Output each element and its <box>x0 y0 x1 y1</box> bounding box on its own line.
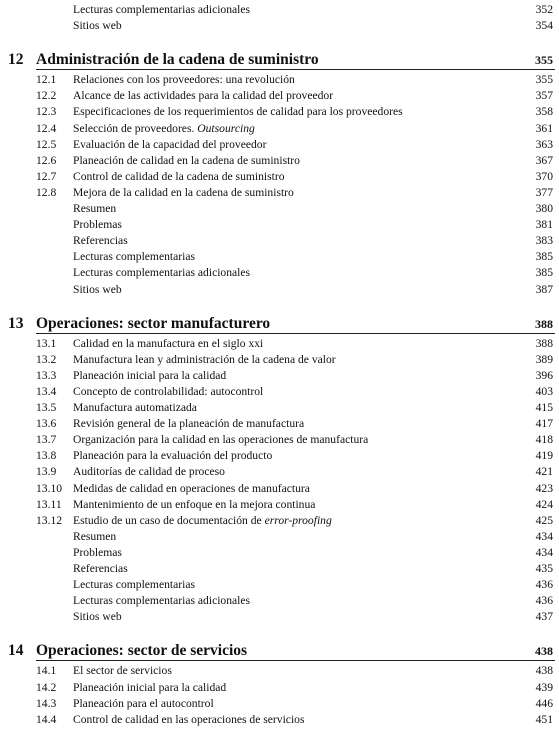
page-number: 352 <box>535 3 553 16</box>
toc-entry[interactable] <box>0 201 559 217</box>
section-entry[interactable] <box>0 416 559 432</box>
entry-title-text: Lecturas complementarias adicionales <box>73 3 251 16</box>
entry-title <box>73 137 266 153</box>
entry-title-text: Auditorías de calidad de proceso <box>73 465 225 479</box>
section-entry[interactable] <box>0 712 559 728</box>
entry-title-text: Planeación inicial para la calidad <box>73 680 227 694</box>
entry-title <box>73 561 128 577</box>
entry-title <box>73 233 128 249</box>
page-number: 434 <box>535 529 553 543</box>
entry-title <box>73 529 116 545</box>
entry-title <box>73 282 122 298</box>
section-entry[interactable] <box>0 384 559 400</box>
section-entry[interactable] <box>0 352 559 368</box>
chapter-number: 12 <box>8 51 24 69</box>
section-entry[interactable] <box>0 104 559 120</box>
page-number: 363 <box>535 137 553 151</box>
chapter-heading[interactable] <box>0 314 559 334</box>
section-entry[interactable] <box>0 464 559 480</box>
toc-entry[interactable] <box>0 18 559 34</box>
entry-title <box>73 72 295 88</box>
entry-title-text: Evaluación de la capacidad del proveedor <box>73 137 267 151</box>
entry-title-text: Planeación para la evaluación del producto <box>73 449 273 463</box>
entry-title <box>73 352 336 368</box>
page-number: 354 <box>535 19 553 33</box>
entry-title <box>73 265 250 281</box>
toc-entry[interactable] <box>0 609 559 625</box>
page-number: 388 <box>535 336 553 350</box>
page-number: 424 <box>535 497 553 511</box>
entry-title-text: Especificaciones de los requerimientos de calidad para los proveedores <box>73 105 403 119</box>
entry-title-text: Problemas <box>73 218 122 232</box>
section-number: 12.7 <box>36 169 57 183</box>
entry-title <box>73 513 332 529</box>
page-number: 421 <box>535 465 553 479</box>
entry-title <box>73 217 122 233</box>
chapter-heading[interactable] <box>0 50 559 70</box>
entry-title-text: Medidas de calidad en operaciones de manufactura <box>73 481 310 495</box>
entry-title-text: Resumen <box>73 529 117 543</box>
page-number: 389 <box>535 352 553 366</box>
section-number: 13.7 <box>36 433 57 447</box>
chapter-page-number: 438 <box>535 644 553 659</box>
section-entry[interactable] <box>0 137 559 153</box>
page-number: 381 <box>535 218 553 232</box>
entry-title <box>73 432 368 448</box>
page-number: 358 <box>535 105 553 119</box>
entry-title-text: Organización para la calidad en las operaciones de manufactura <box>73 433 369 447</box>
section-number: 12.4 <box>36 121 57 135</box>
entry-title-text: Control de calidad de la cadena de suministro <box>73 169 285 183</box>
entry-title-text: Referencias <box>73 234 128 248</box>
entry-title <box>73 577 195 593</box>
page-number: 385 <box>535 250 553 264</box>
section-number: 12.2 <box>36 89 57 103</box>
page-number: 357 <box>535 89 553 103</box>
chapter-page-number: 355 <box>535 53 553 68</box>
chapter-number: 13 <box>8 314 24 332</box>
entry-title <box>73 336 263 352</box>
section-number: 13.5 <box>36 401 57 414</box>
section-number: 14.2 <box>36 680 57 694</box>
entry-title-text: Relaciones con los proveedores: una revolución <box>73 73 295 87</box>
section-entry[interactable] <box>0 169 559 185</box>
section-number: 12.1 <box>36 73 57 87</box>
page-number: 437 <box>535 610 553 624</box>
entry-title-text: Control de calidad en las operaciones de servicios <box>73 712 305 726</box>
section-entry[interactable] <box>0 680 559 696</box>
toc-entry[interactable] <box>0 249 559 265</box>
entry-title-text: Lecturas complementarias <box>73 250 196 264</box>
section-number: 13.8 <box>36 449 57 463</box>
section-number: 13.11 <box>36 497 62 511</box>
toc-entry[interactable] <box>0 545 559 561</box>
page-number: 383 <box>535 234 553 248</box>
section-entry[interactable] <box>0 513 559 529</box>
toc-entry[interactable] <box>0 2 559 18</box>
chapter-title: Administración de la cadena de suministro <box>36 51 319 69</box>
section-number: 12.3 <box>36 105 57 119</box>
page-number: 403 <box>535 384 553 398</box>
entry-title <box>73 384 263 400</box>
page-number: 418 <box>535 433 553 447</box>
entry-title-text: Sitios web <box>73 282 122 296</box>
entry-title-text: Sitios web <box>73 19 122 33</box>
entry-title <box>73 88 333 104</box>
entry-title-text: Lecturas complementarias <box>73 578 196 592</box>
page-number: 439 <box>535 680 553 694</box>
page-number: 446 <box>535 696 553 710</box>
toc-entry[interactable] <box>0 265 559 281</box>
chapter-rule <box>36 333 555 334</box>
entry-title <box>73 712 304 728</box>
entry-title-text: Referencias <box>73 562 128 575</box>
section-entry[interactable] <box>0 663 559 679</box>
entry-title-text: Concepto de controlabilidad: autocontrol <box>73 384 264 398</box>
entry-title-text: Mejora de la calidad en la cadena de suministro <box>73 185 294 199</box>
entry-title-text: Problemas <box>73 545 122 559</box>
toc-entry[interactable] <box>0 577 559 593</box>
entry-title <box>73 18 122 34</box>
entry-title-text: Selección de proveedores. <box>73 121 198 135</box>
entry-title <box>73 448 272 464</box>
page-number: 380 <box>535 202 553 215</box>
section-entry[interactable] <box>0 497 559 513</box>
page-number: 419 <box>535 449 553 463</box>
entry-title <box>73 121 255 137</box>
entry-title-text: Lecturas complementarias adicionales <box>73 594 251 608</box>
page-number: 370 <box>535 169 553 183</box>
page-number: 396 <box>535 368 553 382</box>
section-number: 13.1 <box>36 336 57 350</box>
entry-title-text: El sector de servicios <box>73 664 172 678</box>
section-number: 13.6 <box>36 417 57 431</box>
toc-entry[interactable] <box>0 217 559 233</box>
section-entry[interactable] <box>0 153 559 169</box>
section-entry[interactable] <box>0 72 559 88</box>
entry-title <box>73 464 225 480</box>
chapter-page-number: 388 <box>535 316 553 331</box>
section-number: 12.8 <box>36 185 57 199</box>
page-number: 417 <box>535 417 553 431</box>
entry-title-italic: error-proofing <box>264 513 332 527</box>
toc-entry[interactable] <box>0 233 559 249</box>
entry-title <box>73 696 214 712</box>
entry-title-text: Manufactura lean y administración de la cadena de valor <box>73 352 336 366</box>
entry-title-text: Sitios web <box>73 610 122 624</box>
page-number: 361 <box>535 121 553 135</box>
page-number: 415 <box>535 401 553 414</box>
section-number: 12.5 <box>36 137 57 151</box>
entry-title <box>73 368 226 384</box>
section-number: 13.3 <box>36 368 57 382</box>
section-entry[interactable] <box>0 121 559 137</box>
section-entry[interactable] <box>0 185 559 201</box>
entry-title-text: Estudio de un caso de documentación de <box>73 513 265 527</box>
entry-title <box>73 2 250 18</box>
page-number: 436 <box>535 594 553 608</box>
page-number: 436 <box>535 578 553 592</box>
entry-title-text: Alcance de las actividades para la calidad del proveedor <box>73 89 334 103</box>
page-number: 425 <box>535 513 553 527</box>
entry-title-text: Manufactura automatizada <box>73 401 197 414</box>
section-entry[interactable] <box>0 368 559 384</box>
page-number: 423 <box>535 481 553 495</box>
chapter-number: 14 <box>8 642 24 660</box>
chapter-rule <box>36 660 555 661</box>
page-number: 434 <box>535 545 553 559</box>
page-number: 355 <box>535 73 553 87</box>
entry-title-italic: Outsourcing <box>197 121 255 135</box>
entry-title <box>73 249 195 265</box>
entry-title <box>73 416 304 432</box>
page-number: 377 <box>535 185 553 199</box>
entry-title <box>73 593 250 609</box>
entry-title <box>73 545 122 561</box>
section-number: 13.2 <box>36 352 57 366</box>
section-entry[interactable] <box>0 400 559 416</box>
toc-entry[interactable] <box>0 593 559 609</box>
section-entry[interactable] <box>0 481 559 497</box>
section-number: 12.6 <box>36 153 57 167</box>
section-number: 13.12 <box>36 513 63 527</box>
entry-title-text: Calidad en la manufactura en el siglo xxi <box>73 336 264 350</box>
entry-title-text: Planeación para el autocontrol <box>73 696 214 710</box>
entry-title <box>73 201 116 217</box>
entry-title <box>73 185 294 201</box>
toc-entry[interactable] <box>0 282 559 298</box>
page-number: 435 <box>535 562 553 575</box>
entry-title <box>73 497 315 513</box>
section-entry[interactable] <box>0 696 559 712</box>
entry-title-text: Revisión general de la planeación de manufactura <box>73 417 305 431</box>
entry-title <box>73 609 122 625</box>
toc-entry[interactable] <box>0 561 559 577</box>
page-number: 385 <box>535 266 553 280</box>
section-number: 14.4 <box>36 712 57 726</box>
entry-title-text: Planeación de calidad en la cadena de suministro <box>73 153 300 167</box>
entry-title-text: Mantenimiento de un enfoque en la mejora continua <box>73 497 316 511</box>
section-entry[interactable] <box>0 432 559 448</box>
entry-title-text: Planeación inicial para la calidad <box>73 368 227 382</box>
entry-title <box>73 169 285 185</box>
section-entry[interactable] <box>0 88 559 104</box>
section-number: 13.10 <box>36 481 63 495</box>
entry-title <box>73 481 310 497</box>
chapter-heading[interactable] <box>0 641 559 661</box>
entry-title <box>73 104 403 120</box>
page-number: 387 <box>535 282 553 296</box>
entry-title-text: Lecturas complementarias adicionales <box>73 266 251 280</box>
section-entry[interactable] <box>0 448 559 464</box>
entry-title <box>73 153 300 169</box>
section-number: 14.3 <box>36 696 57 710</box>
section-number: 13.9 <box>36 465 57 479</box>
page-number: 367 <box>535 153 553 167</box>
section-number: 13.4 <box>36 384 57 398</box>
entry-title <box>73 680 226 696</box>
entry-title <box>73 663 172 679</box>
section-number: 14.1 <box>36 664 57 678</box>
section-entry[interactable] <box>0 336 559 352</box>
entry-title-text: Resumen <box>73 202 117 215</box>
chapter-title: Operaciones: sector de servicios <box>36 642 248 660</box>
page-number: 438 <box>535 664 553 678</box>
page-number: 451 <box>535 712 553 726</box>
chapter-title: Operaciones: sector manufacturero <box>36 314 271 332</box>
entry-title <box>73 400 197 416</box>
chapter-rule <box>36 69 555 70</box>
toc-entry[interactable] <box>0 529 559 545</box>
